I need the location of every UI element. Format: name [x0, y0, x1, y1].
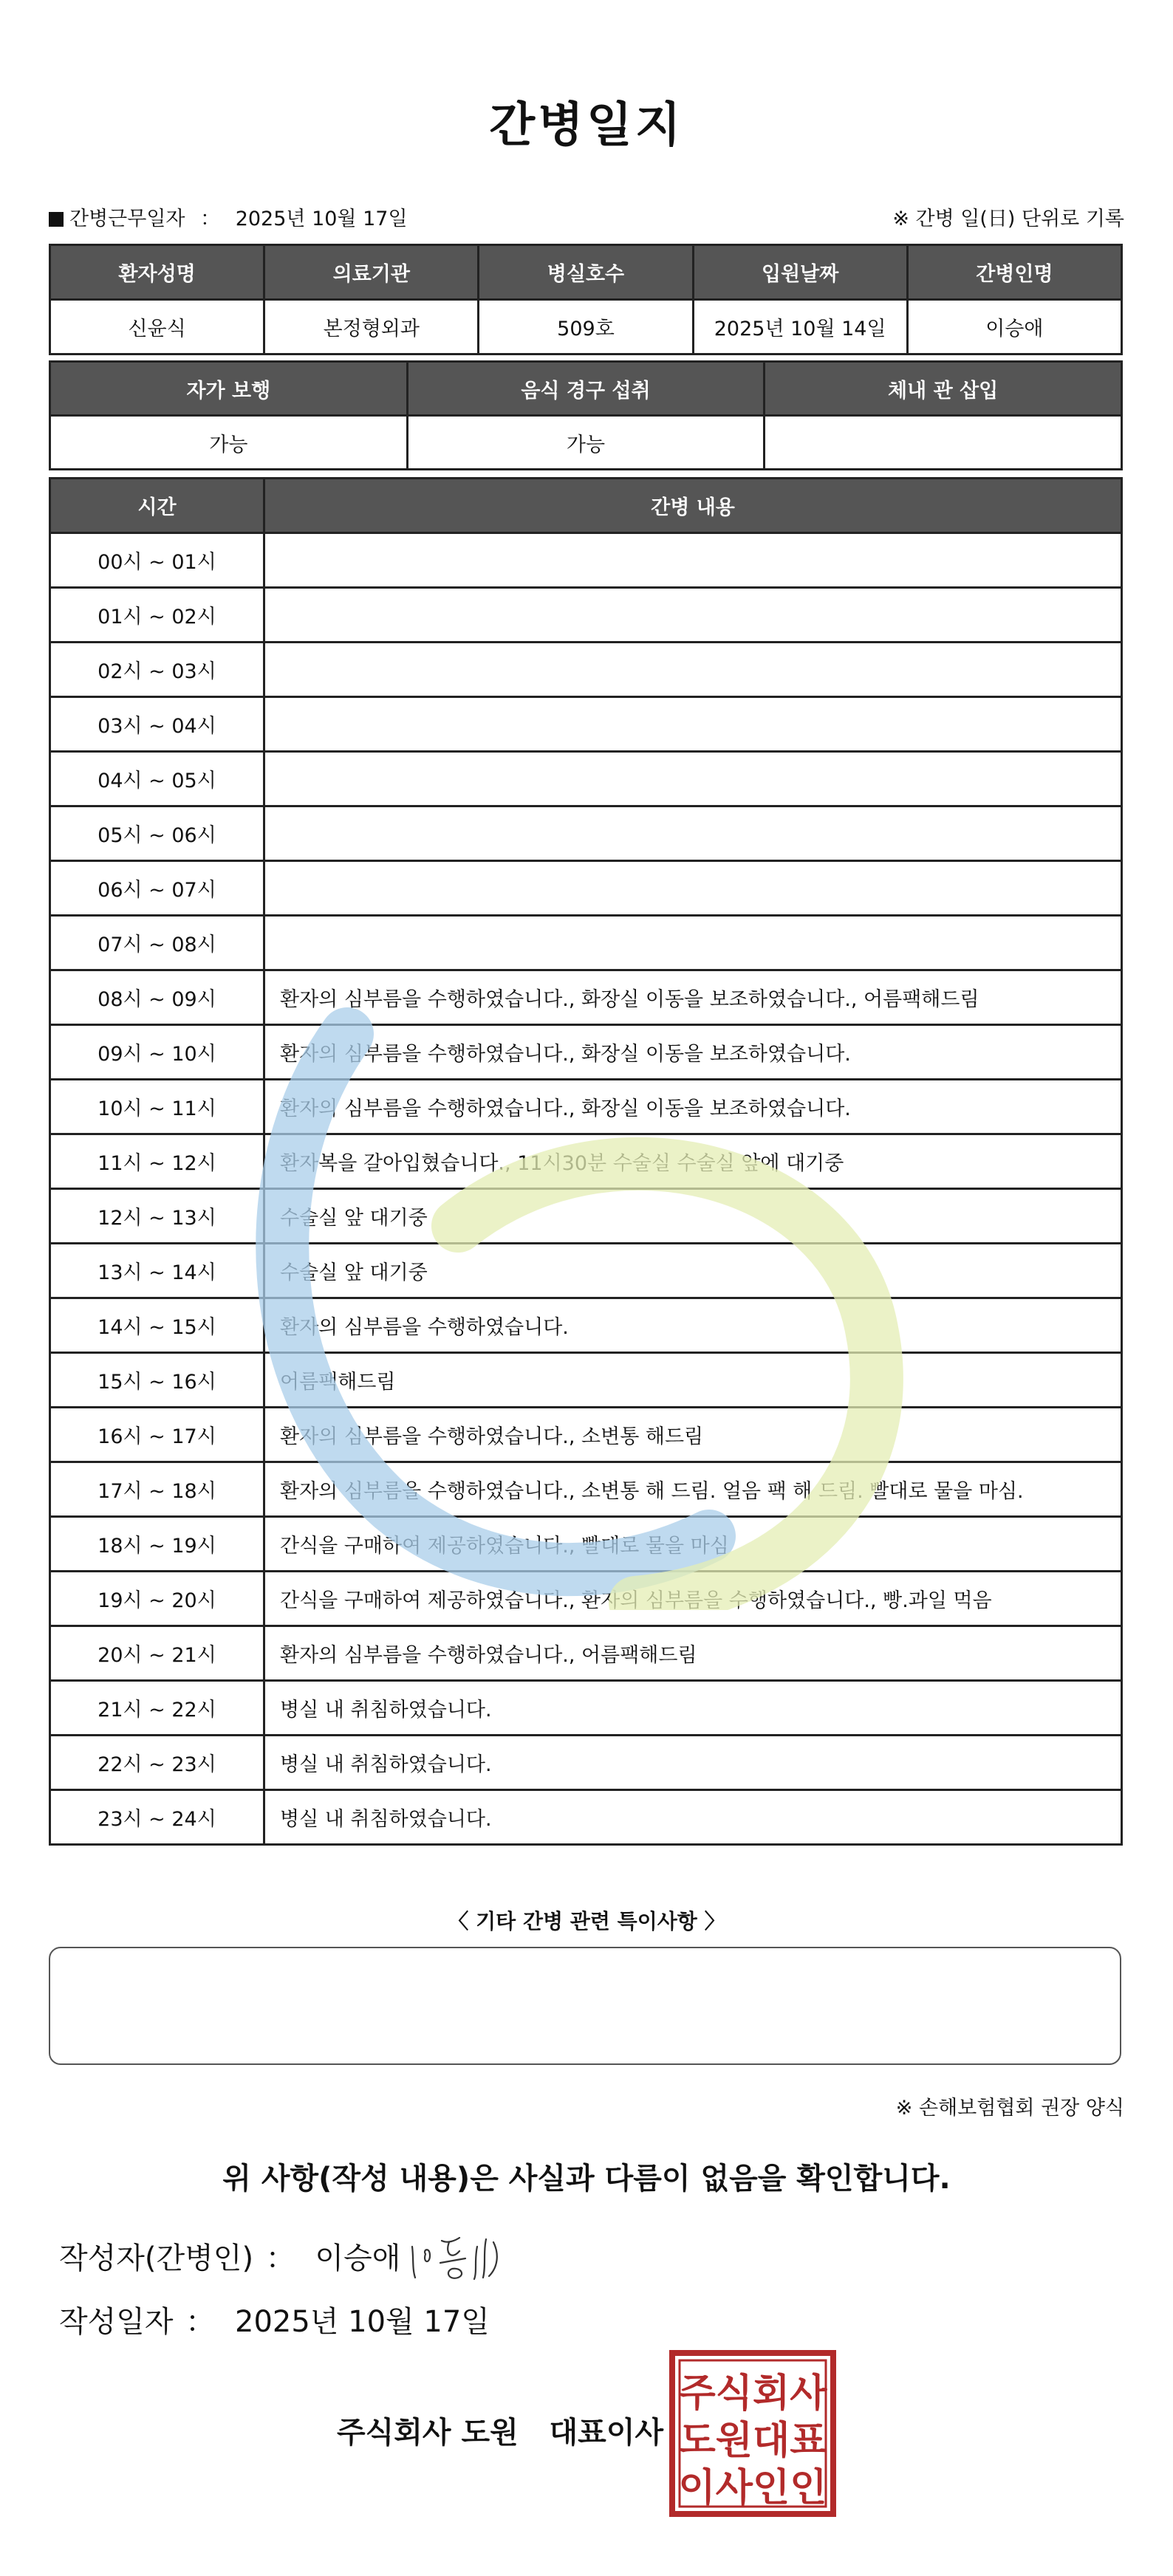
- care-log-content: 어름팩해드림: [264, 1353, 1122, 1408]
- work-date-label: 간병근무일자: [69, 208, 185, 230]
- care-log-content: 환자의 심부름을 수행하였습니다., 화장실 이동을 보조하였습니다.: [264, 1025, 1122, 1080]
- header-tube-insertion: 체내 관 삽입: [765, 362, 1122, 416]
- care-log-content: [264, 697, 1122, 752]
- special-notes-box: [49, 1947, 1121, 2065]
- care-log-row: [50, 643, 1122, 697]
- care-log-time: 17시 ~ 18시: [50, 1462, 264, 1517]
- care-log-row: [50, 1736, 1122, 1790]
- care-log-row: [50, 1134, 1122, 1189]
- patient-info-table: [49, 244, 1123, 355]
- writer-label: 작성자(간병인): [59, 2241, 254, 2275]
- company-representative: 주식회사 도원 대표이사: [337, 2416, 664, 2450]
- seal-text-line-1: 주식회사: [678, 2371, 827, 2416]
- seal-text-line-2: 도원대표: [678, 2419, 827, 2463]
- care-log-row: [50, 1626, 1122, 1681]
- room-number: 509호: [479, 300, 693, 354]
- patient-info-value-row: [50, 300, 1122, 354]
- work-date-sep: ：: [200, 208, 221, 230]
- written-date-label: 작성일자: [59, 2305, 174, 2339]
- care-log-row: [50, 1244, 1122, 1298]
- care-log-row: [50, 861, 1122, 916]
- care-log-time: 20시 ~ 21시: [50, 1626, 264, 1681]
- care-log-content: 간식을 구매하여 제공하였습니다., 환자의 심부름을 수행하였습니다., 빵.과일 먹음: [264, 1572, 1122, 1626]
- patient-info-header-row: [50, 245, 1122, 300]
- care-log-time: 16시 ~ 17시: [50, 1408, 264, 1462]
- care-log-content: 수술실 앞 대기중: [264, 1244, 1122, 1298]
- writer-line: [59, 2235, 400, 2277]
- care-log-row: [50, 970, 1122, 1025]
- oral-intake-value: 가능: [407, 416, 765, 470]
- page-title: 간병일지: [489, 98, 684, 153]
- care-log-time: 13시 ~ 14시: [50, 1244, 264, 1298]
- unit-note: ※ 간병 일(日) 단위로 기록: [892, 208, 1124, 230]
- written-date-value: 2025년 10월 17일: [235, 2305, 490, 2339]
- care-log-content: 수술실 앞 대기중: [264, 1189, 1122, 1244]
- recommend-note: ※ 손해보험협회 권장 양식: [895, 2097, 1124, 2120]
- care-log-time: 00시 ~ 01시: [50, 533, 264, 588]
- care-log-time: 23시 ~ 24시: [50, 1790, 264, 1845]
- seal-text-line-3: 이사인인: [678, 2466, 827, 2510]
- care-log-content: 환자의 심부름을 수행하였습니다., 소변통 해 드림. 얼음 팩 해 드림. 빨대로 물을 마심.: [264, 1462, 1122, 1517]
- care-log-row: [50, 1790, 1122, 1845]
- care-log-time: 01시 ~ 02시: [50, 588, 264, 643]
- status-header-row: [50, 362, 1122, 416]
- care-log-time: 08시 ~ 09시: [50, 970, 264, 1025]
- written-date-line: [59, 2298, 490, 2340]
- care-log-content: [264, 861, 1122, 916]
- special-notes-title: 〈 기타 간병 관련 특이사항 〉: [448, 1909, 725, 1933]
- care-log-row: [50, 697, 1122, 752]
- hospital-name: 본정형외과: [264, 300, 479, 354]
- care-log-time: 19시 ~ 20시: [50, 1572, 264, 1626]
- care-log-table: [49, 477, 1123, 1846]
- tube-insertion-value: [765, 416, 1122, 470]
- care-log-row: [50, 1572, 1122, 1626]
- care-log-content: 환자의 심부름을 수행하였습니다.: [264, 1298, 1122, 1353]
- header-room: 병실호수: [479, 245, 693, 300]
- caregiver-name: 이승애: [907, 300, 1121, 354]
- care-log-content: 환자복을 갈아입혔습니다., 11시30분 수술실 수술실 앞에 대기중: [264, 1134, 1122, 1189]
- patient-status-table: [49, 360, 1123, 470]
- work-date-value: 2025년 10월 17일: [235, 208, 408, 230]
- care-log-content: 환자의 심부름을 수행하였습니다., 어름팩해드림: [264, 1626, 1122, 1681]
- care-log-row: [50, 1408, 1122, 1462]
- care-log-row: [50, 1080, 1122, 1134]
- care-log-row: [50, 1353, 1122, 1408]
- writer-sep: ：: [265, 2241, 295, 2275]
- care-log-content: 간식을 구매하여 제공하였습니다., 빨대로 물을 마심: [264, 1517, 1122, 1572]
- patient-name: 신윤식: [50, 300, 264, 354]
- care-log-content: 환자의 심부름을 수행하였습니다., 화장실 이동을 보조하였습니다.: [264, 1080, 1122, 1134]
- care-log-time: 04시 ~ 05시: [50, 752, 264, 806]
- care-log-row: [50, 1681, 1122, 1736]
- care-log-content: 환자의 심부름을 수행하였습니다., 화장실 이동을 보조하였습니다., 어름팩해드림: [264, 970, 1122, 1025]
- work-date: [49, 202, 408, 231]
- confirmation-statement: 위 사항(작성 내용)은 사실과 다름이 없음을 확인합니다.: [222, 2162, 951, 2196]
- care-log-time: 07시 ~ 08시: [50, 916, 264, 970]
- care-log-row: [50, 806, 1122, 861]
- care-log-time: 03시 ~ 04시: [50, 697, 264, 752]
- header-caregiver: 간병인명: [907, 245, 1121, 300]
- care-log-content: 병실 내 취침하였습니다.: [264, 1790, 1122, 1845]
- care-log-time: 10시 ~ 11시: [50, 1080, 264, 1134]
- care-log-content: [264, 533, 1122, 588]
- care-log-time: 05시 ~ 06시: [50, 806, 264, 861]
- writer-name: 이승애: [315, 2241, 401, 2275]
- company-seal: [669, 2350, 836, 2517]
- header-care-content: 간병 내용: [264, 479, 1122, 533]
- written-date-sep: ：: [185, 2305, 216, 2339]
- admission-date: 2025년 10월 14일: [693, 300, 907, 354]
- care-log-row: [50, 1298, 1122, 1353]
- care-log-time: 11시 ~ 12시: [50, 1134, 264, 1189]
- header-admission-date: 입원날짜: [693, 245, 907, 300]
- care-log-content: [264, 916, 1122, 970]
- care-log-row: [50, 752, 1122, 806]
- care-log-time: 12시 ~ 13시: [50, 1189, 264, 1244]
- square-bullet-icon: [49, 212, 64, 227]
- care-log-row: [50, 533, 1122, 588]
- care-log-content: 병실 내 취침하였습니다.: [264, 1736, 1122, 1790]
- care-log-content: 환자의 심부름을 수행하였습니다., 소변통 해드림: [264, 1408, 1122, 1462]
- walking-value: 가능: [50, 416, 408, 470]
- care-log-header-row: [50, 479, 1122, 533]
- care-log-content: [264, 588, 1122, 643]
- care-log-time: 02시 ~ 03시: [50, 643, 264, 697]
- header-patient-name: 환자성명: [50, 245, 264, 300]
- care-log-time: 06시 ~ 07시: [50, 861, 264, 916]
- care-log-time: 15시 ~ 16시: [50, 1353, 264, 1408]
- care-log-time: 18시 ~ 19시: [50, 1517, 264, 1572]
- care-log-content: [264, 752, 1122, 806]
- care-log-time: 22시 ~ 23시: [50, 1736, 264, 1790]
- care-log-row: [50, 588, 1122, 643]
- header-hospital: 의료기관: [264, 245, 479, 300]
- header-oral-intake: 음식 경구 섭취: [407, 362, 765, 416]
- header-walking: 자가 보행: [50, 362, 408, 416]
- handwritten-signature: [406, 2224, 524, 2284]
- status-value-row: [50, 416, 1122, 470]
- care-log-row: [50, 1189, 1122, 1244]
- care-log-content: [264, 643, 1122, 697]
- header-time: 시간: [50, 479, 264, 533]
- care-log-time: 14시 ~ 15시: [50, 1298, 264, 1353]
- care-log-content: [264, 806, 1122, 861]
- care-log-time: 09시 ~ 10시: [50, 1025, 264, 1080]
- care-log-row: [50, 1462, 1122, 1517]
- care-log-row: [50, 1025, 1122, 1080]
- care-log-time: 21시 ~ 22시: [50, 1681, 264, 1736]
- care-log-content: 병실 내 취침하였습니다.: [264, 1681, 1122, 1736]
- care-log-row: [50, 1517, 1122, 1572]
- care-log-row: [50, 916, 1122, 970]
